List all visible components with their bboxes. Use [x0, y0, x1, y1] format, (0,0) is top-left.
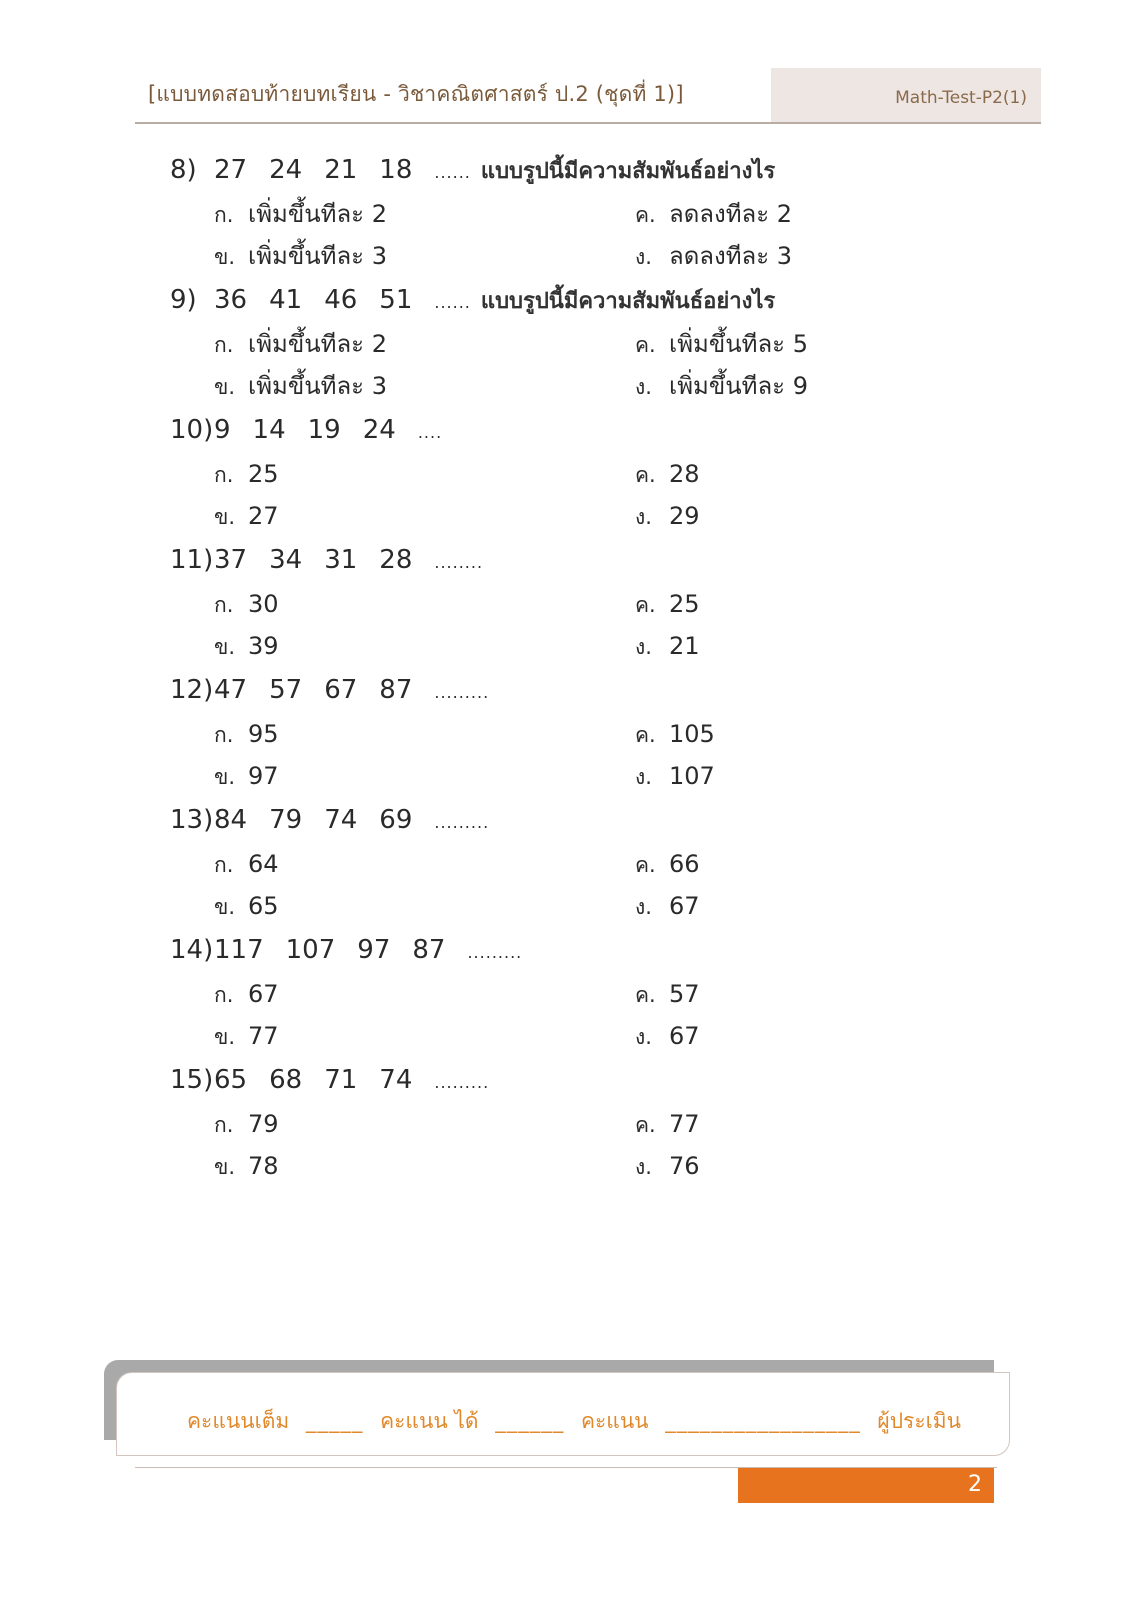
answer-choice[interactable]	[214, 366, 387, 406]
got-score-blank: ______	[495, 1409, 565, 1433]
question-number: 9)	[170, 285, 197, 315]
header-title: [แบบทดสอบท้ายบทเรียน - วิชาคณิตศาสตร์ ป.2 (ชุดที่ 1)]	[148, 82, 684, 106]
answer-choice[interactable]	[635, 1146, 700, 1186]
answer-choice[interactable]	[635, 366, 808, 406]
choice-label: ก.	[214, 853, 234, 877]
question-number: 12)	[170, 675, 214, 705]
choice-text: 79	[248, 1110, 279, 1138]
choice-label: ข.	[214, 1155, 236, 1179]
choice-text: เพิ่มขึ้นทีละ 3	[248, 372, 387, 400]
choice-text: เพิ่มขึ้นทีละ 5	[669, 330, 808, 358]
choice-text: 27	[248, 502, 279, 530]
choice-text: 25	[248, 460, 279, 488]
answer-blank: .........	[434, 813, 490, 832]
question-number: 14)	[170, 935, 214, 965]
question-number: 11)	[170, 545, 214, 575]
answer-blank: .........	[434, 1073, 490, 1092]
choice-label: ข.	[214, 375, 236, 399]
choice-label: ง.	[635, 375, 652, 399]
choice-text: 77	[248, 1022, 279, 1050]
sequence-term: 34	[269, 545, 303, 575]
sequence-term: 65	[214, 1065, 248, 1095]
choice-label: ง.	[635, 505, 652, 529]
sequence-term: 79	[269, 805, 303, 835]
answer-choice[interactable]	[635, 886, 700, 926]
answer-choice[interactable]	[214, 626, 279, 666]
sequence-term: 84	[214, 805, 248, 835]
answer-choice[interactable]	[214, 1146, 279, 1186]
choice-text: เพิ่มขึ้นทีละ 2	[248, 200, 387, 228]
answer-choice[interactable]	[635, 454, 700, 494]
choice-label: ค.	[635, 853, 656, 877]
evaluator-label: ผู้ประเมิน	[877, 1409, 961, 1433]
page-number: 2	[968, 1472, 982, 1497]
choice-label: ค.	[635, 1113, 656, 1137]
choice-text: 65	[248, 892, 279, 920]
choice-label: ค.	[635, 463, 656, 487]
sequence-term: 46	[324, 285, 358, 315]
sequence-term: 57	[269, 675, 303, 705]
answer-choice[interactable]	[635, 584, 700, 624]
choice-text: 67	[669, 1022, 700, 1050]
answer-choice[interactable]	[635, 194, 792, 234]
answer-choice[interactable]	[214, 584, 279, 624]
choice-label: ค.	[635, 203, 656, 227]
question-item	[170, 670, 990, 800]
choice-label: ข.	[214, 635, 236, 659]
question-sequence	[170, 1060, 499, 1100]
question-number: 8)	[170, 155, 197, 185]
choice-label: ข.	[214, 1025, 236, 1049]
choice-label: ข.	[214, 245, 236, 269]
answer-blank: ......	[434, 163, 471, 182]
answer-choice[interactable]	[635, 714, 715, 754]
choice-label: ง.	[635, 1155, 652, 1179]
question-item	[170, 930, 990, 1060]
answer-choice[interactable]	[214, 844, 279, 884]
choice-label: ก.	[214, 1113, 234, 1137]
sequence-term: 37	[214, 545, 248, 575]
question-item	[170, 280, 990, 410]
question-item	[170, 540, 990, 670]
answer-blank: .........	[467, 943, 523, 962]
answer-choice[interactable]	[635, 236, 792, 276]
choice-text: 95	[248, 720, 279, 748]
question-item	[170, 1060, 990, 1190]
sequence-term: 51	[379, 285, 413, 315]
answer-choice[interactable]	[635, 324, 808, 364]
full-score-label: คะแนนเต็ม	[187, 1409, 290, 1433]
header-code-box	[771, 68, 1041, 123]
sequence-term: 97	[357, 935, 391, 965]
question-number: 15)	[170, 1065, 214, 1095]
question-sequence	[170, 280, 775, 320]
choice-text: 66	[669, 850, 700, 878]
answer-choice[interactable]	[214, 714, 279, 754]
choice-label: ก.	[214, 203, 234, 227]
answer-choice[interactable]	[214, 236, 387, 276]
question-prompt: แบบรูปนี้มีความสัมพันธ์อย่างไร	[480, 159, 776, 184]
answer-choice[interactable]	[214, 756, 279, 796]
choice-text: 107	[669, 762, 715, 790]
answer-choice[interactable]	[635, 496, 700, 536]
page-number-tab	[738, 1468, 994, 1503]
question-number: 10)	[170, 415, 214, 445]
sequence-term: 69	[379, 805, 413, 835]
question-sequence	[170, 410, 452, 450]
sequence-term: 74	[324, 805, 358, 835]
sequence-term: 31	[324, 545, 358, 575]
choice-text: 64	[248, 850, 279, 878]
sequence-term: 117	[214, 935, 264, 965]
sequence-term: 19	[307, 415, 341, 445]
answer-choice[interactable]	[214, 324, 387, 364]
sequence-term: 9	[214, 415, 231, 445]
answer-choice[interactable]	[635, 1104, 700, 1144]
choice-text: เพิ่มขึ้นทีละ 2	[248, 330, 387, 358]
answer-choice[interactable]	[214, 886, 279, 926]
question-sequence	[170, 800, 499, 840]
answer-blank: ........	[434, 553, 484, 572]
choice-label: ค.	[635, 593, 656, 617]
choice-text: 29	[669, 502, 700, 530]
question-item	[170, 150, 990, 280]
score-unit-label: คะแนน	[380, 1409, 448, 1433]
score-line	[187, 1405, 961, 1438]
choice-text: 77	[669, 1110, 700, 1138]
choice-label: ก.	[214, 593, 234, 617]
question-sequence	[170, 930, 532, 970]
sequence-term: 47	[214, 675, 248, 705]
answer-choice[interactable]	[214, 496, 279, 536]
full-score-blank: _____	[305, 1409, 364, 1433]
sequence-term: 36	[214, 285, 248, 315]
sequence-term: 21	[324, 155, 358, 185]
choice-text: 78	[248, 1152, 279, 1180]
choice-text: 97	[248, 762, 279, 790]
choice-label: ข.	[214, 765, 236, 789]
choice-text: 76	[669, 1152, 700, 1180]
answer-choice[interactable]	[635, 1016, 700, 1056]
header-divider	[135, 122, 1041, 124]
sequence-term: 71	[324, 1065, 358, 1095]
choice-label: ก.	[214, 723, 234, 747]
answer-choice[interactable]	[214, 1104, 279, 1144]
score-unit-label-2: คะแนน	[580, 1409, 649, 1433]
choice-label: ค.	[635, 723, 656, 747]
sequence-term: 107	[285, 935, 336, 965]
choice-text: ลดลงทีละ 2	[669, 200, 793, 228]
evaluator-blank: _________________	[665, 1409, 861, 1433]
answer-blank: .........	[434, 683, 490, 702]
answer-choice[interactable]	[214, 974, 279, 1014]
choice-label: ข.	[214, 505, 236, 529]
answer-choice[interactable]	[214, 1016, 279, 1056]
choice-label: ง.	[635, 765, 652, 789]
choice-label: ก.	[214, 983, 234, 1007]
score-got-label: ได้	[454, 1409, 479, 1433]
choice-text: 28	[669, 460, 700, 488]
answer-choice[interactable]	[214, 454, 279, 494]
choice-text: ลดลงทีละ 3	[669, 242, 793, 270]
question-sequence	[170, 670, 499, 710]
question-sequence	[170, 150, 775, 190]
question-prompt: แบบรูปนี้มีความสัมพันธ์อย่างไร	[480, 289, 776, 314]
sequence-term: 14	[252, 415, 286, 445]
choice-label: ง.	[635, 245, 652, 269]
choice-label: ก.	[214, 333, 234, 357]
answer-choice[interactable]	[635, 844, 700, 884]
choice-text: 39	[248, 632, 279, 660]
sequence-term: 18	[379, 155, 413, 185]
question-sequence	[170, 540, 493, 580]
choice-label: ก.	[214, 463, 234, 487]
choice-text: 67	[669, 892, 700, 920]
sequence-term: 24	[362, 415, 396, 445]
sequence-term: 41	[269, 285, 303, 315]
sequence-term: 67	[324, 675, 358, 705]
choice-text: 105	[669, 720, 715, 748]
answer-choice[interactable]	[635, 974, 700, 1014]
answer-blank: ......	[434, 293, 471, 312]
answer-blank: ....	[417, 423, 443, 442]
sequence-term: 28	[379, 545, 413, 575]
choice-text: 57	[669, 980, 700, 1008]
question-item	[170, 800, 990, 930]
sequence-term: 68	[269, 1065, 303, 1095]
sequence-term: 87	[412, 935, 446, 965]
choice-label: ข.	[214, 895, 236, 919]
choice-text: เพิ่มขึ้นทีละ 3	[248, 242, 387, 270]
sequence-term: 24	[269, 155, 303, 185]
choice-text: 67	[248, 980, 279, 1008]
choice-label: ค.	[635, 333, 656, 357]
score-box	[116, 1372, 1010, 1456]
choice-label: ง.	[635, 1025, 652, 1049]
choice-text: 25	[669, 590, 700, 618]
answer-choice[interactable]	[635, 756, 715, 796]
choice-text: เพิ่มขึ้นทีละ 9	[669, 372, 808, 400]
choice-label: ง.	[635, 895, 652, 919]
header-code: Math-Test-P2(1)	[895, 88, 1027, 108]
sequence-term: 74	[379, 1065, 413, 1095]
question-number: 13)	[170, 805, 214, 835]
choice-text: 21	[669, 632, 700, 660]
sequence-term: 87	[379, 675, 413, 705]
choice-label: ง.	[635, 635, 652, 659]
answer-choice[interactable]	[214, 194, 387, 234]
choice-label: ค.	[635, 983, 656, 1007]
choice-text: 30	[248, 590, 279, 618]
answer-choice[interactable]	[635, 626, 700, 666]
question-item	[170, 410, 990, 540]
sequence-term: 27	[214, 155, 248, 185]
